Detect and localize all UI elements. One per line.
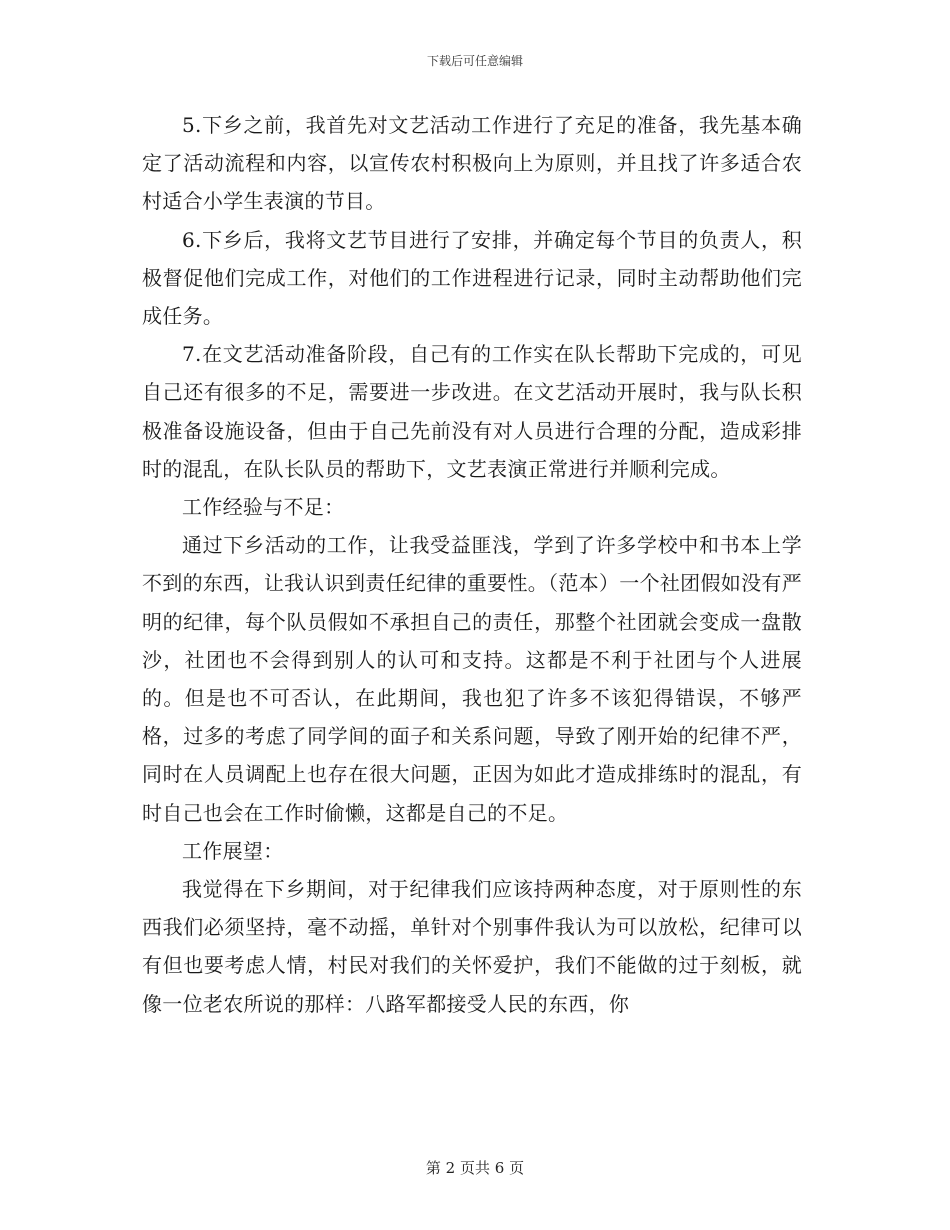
document-body: [142, 106, 802, 1023]
paragraph-experience: 通过下乡活动的工作，让我受益匪浅，学到了许多学校中和书本上学不到的东西，让我认识到责任纪律的重要性。（范本）一个社团假如没有严明的纪律，每个队员假如不承担自己的责任，那整个社团就会变成一盘散沙，社团也不会得到别人的认可和支持。这都是不利于社团与个人进展的。但是也不可否认，在此期间，我也犯了许多不该犯得错误，不够严格，过多的考虑了同学间的面子和关系问题，导致了刚开始的纪律不严，同时在人员调配上也存在很大问题，正因为如此才造成排练时的混乱，有时自己也会在工作时偷懒，这都是自己的不足。: [142, 533, 802, 825]
page-number: 第 2 页共 6 页: [425, 1159, 525, 1177]
section-heading-outlook: 工作展望：: [182, 838, 284, 863]
paragraph-outlook: 我觉得在下乡期间，对于纪律我们应该持两种态度，对于原则性的东西我们必须坚持，毫不动摇，单针对个别事件我认为可以放松，纪律可以有但也要考虑人情，村民对我们的关怀爱护，我们不能做的过于刻板，就像一位老农所说的那样：八路军都接受人民的东西，你: [142, 877, 802, 1016]
page-header-note: 下载后可任意编辑: [426, 54, 523, 68]
section-heading-experience: 工作经验与不足：: [182, 495, 345, 520]
paragraph-item-6: 6.下乡后，我将文艺节目进行了安排，并确定每个节目的负责人，积极督促他们完成工作，对他们的工作进程进行记录，同时主动帮助他们完成任务。: [142, 227, 802, 329]
paragraph-item-7: 7.在文艺活动准备阶段，自己有的工作实在队长帮助下完成的，可见自己还有很多的不足，需要进一步改进。在文艺活动开展时，我与队长积极准备设施设备，但由于自己先前没有对人员进行合理的分配，造成彩排时的混乱，在队长队员的帮助下，文艺表演正常进行并顺利完成。: [142, 342, 802, 481]
paragraph-item-5: 5.下乡之前，我首先对文艺活动工作进行了充足的准备，我先基本确定了活动流程和内容，以宣传农村积极向上为原则，并且找了许多适合农村适合小学生表演的节目。: [142, 113, 802, 214]
